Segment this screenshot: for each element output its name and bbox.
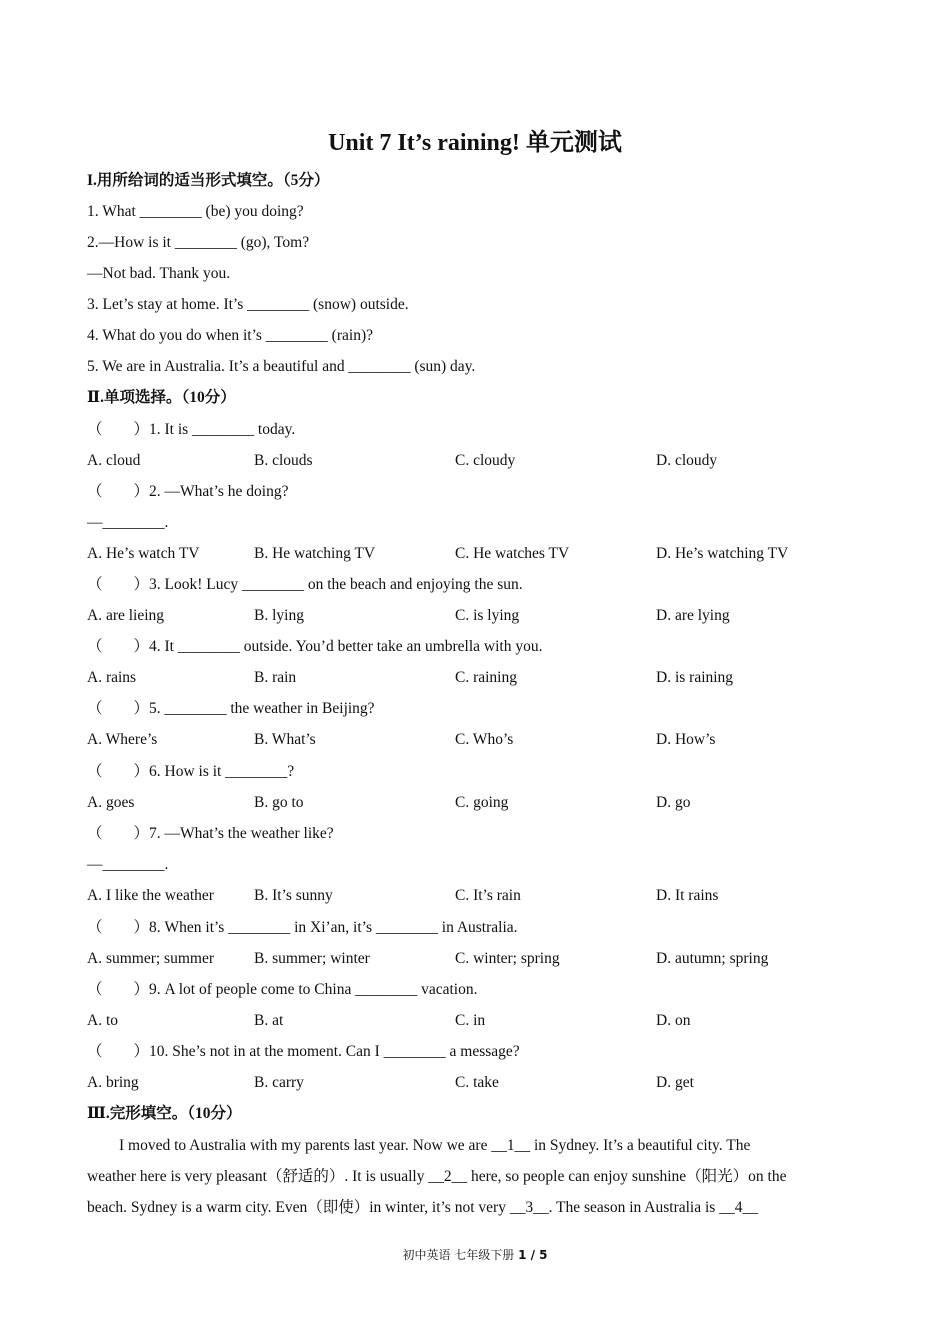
mc-question-10-option-c: C. take [455,1074,499,1091]
page-title: Unit 7 It’s raining! 单元测试 [328,130,622,156]
mc-question-7-option-d: D. It rains [656,887,719,904]
mc-question-7-option-c: C. It’s rain [455,887,521,904]
mc-question-2-option-a: A. He’s watch TV [87,545,200,562]
mc-question-10-option-a: A. bring [87,1074,139,1091]
fill-question-2: 2.—How is it ________ (go), Tom? [87,234,310,251]
mc-question-1-option-b: B. clouds [254,452,313,469]
mc-question-3-option-b: B. lying [254,607,304,624]
mc-question-8-option-a: A. summer; summer [87,950,214,967]
mc-question-6-option-b: B. go to [254,794,304,811]
mc-question-2-stem: （ ）2. —What’s he doing? [87,483,289,500]
fill-question-4: 4. What do you do when it’s ________ (rain)? [87,327,373,344]
cloze-text: I moved to Australia with my parents last year. Now we are [119,1137,492,1154]
mc-question-3-stem: （ ）3. Look! Lucy ________ on the beach and enjoying the sun. [87,576,523,593]
fill-question-1: 1. What ________ (be) you doing? [87,203,304,220]
page-number: 1 / 5 [518,1248,548,1262]
mc-question-8-option-b: B. summer; winter [254,950,370,967]
mc-question-6-option-d: D. go [656,794,691,811]
cloze-line-3 [87,1198,758,1218]
mc-question-8-option-c: C. winter; spring [455,950,560,967]
page-footer [0,1246,950,1263]
mc-question-6-stem: （ ）6. How is it ________? [87,763,295,780]
section-3-heading: Ⅲ.完形填空。（10分） [87,1105,242,1122]
mc-question-4-option-b: B. rain [254,669,297,686]
mc-question-1-option-a: A. cloud [87,452,141,469]
mc-question-10-option-b: B. carry [254,1074,304,1091]
mc-question-5-stem: （ ）5. ________ the weather in Beijing? [87,700,375,717]
mc-question-7-stem: （ ）7. —What’s the weather like? [87,825,334,842]
mc-question-4-option-d: D. is raining [656,669,734,686]
mc-question-7-answer-line: —________. [87,856,169,873]
mc-question-5-option-d: D. How’s [656,731,716,748]
mc-question-5-option-c: C. Who’s [455,731,514,748]
mc-question-7-option-a: A. I like the weather [87,887,214,904]
cloze-text: in Sydney. It’s a beautiful city. The [530,1137,751,1154]
mc-question-2-option-c: C. He watches TV [455,545,570,562]
mc-question-8-stem: （ ）8. When it’s ________ in Xi’an, it’s ________ in Australia. [87,919,518,936]
mc-question-10-option-d: D. get [656,1074,694,1091]
section-2-heading: Ⅱ.单项选择。（10分） [87,389,236,406]
mc-question-4-option-c: C. raining [455,669,517,686]
mc-question-4-stem: （ ）4. It ________ outside. You’d better take an umbrella with you. [87,638,543,655]
mc-question-1-option-d: D. cloudy [656,452,718,469]
mc-question-10-stem: （ ）10. She’s not in at the moment. Can I ________ a message? [87,1043,520,1060]
cloze-text: weather here is very pleasant（舒适的）. It is usually [87,1168,429,1185]
mc-question-9-option-c: C. in [455,1012,486,1029]
mc-question-8-option-d: D. autumn; spring [656,950,769,967]
mc-question-5-option-b: B. What’s [254,731,316,748]
mc-question-3-option-d: D. are lying [656,607,730,624]
cloze-blank-3: __3__ [509,1199,549,1216]
mc-question-9-option-a: A. to [87,1012,118,1029]
section-1-heading: I.用所给词的适当形式填空。（5分） [87,172,330,189]
footer-text: 初中英语 七年级下册 [402,1248,519,1262]
fill-question-2-reply: —Not bad. Thank you. [87,265,231,282]
mc-question-9-option-d: D. on [656,1012,691,1029]
cloze-blank-4: __4__ [719,1199,758,1216]
mc-question-9-option-b: B. at [254,1012,284,1029]
cloze-text: . The season in Australia is [548,1199,720,1216]
cloze-text: beach. Sydney is a warm city. Even（即使）in winter, it’s not very [87,1199,510,1216]
mc-question-3-option-c: C. is lying [455,607,520,624]
mc-question-6-option-a: A. goes [87,794,135,811]
cloze-blank-1: __1__ [491,1137,531,1154]
mc-question-2-option-b: B. He watching TV [254,545,376,562]
fill-question-3: 3. Let’s stay at home. It’s ________ (snow) outside. [87,296,409,313]
mc-question-4-option-a: A. rains [87,669,137,686]
cloze-text: here, so people can enjoy sunshine（阳光）on the [467,1168,787,1185]
mc-question-2-answer-line: —________. [87,514,169,531]
mc-question-3-option-a: A. are lieing [87,607,165,624]
mc-question-7-option-b: B. It’s sunny [254,887,333,904]
cloze-blank-2: __2__ [428,1168,468,1185]
mc-question-1-option-c: C. cloudy [455,452,516,469]
mc-question-2-option-d: D. He’s watching TV [656,545,789,562]
mc-question-9-stem: （ ）9. A lot of people come to China ________ vacation. [87,981,478,998]
mc-question-1-stem: （ ）1. It is ________ today. [87,421,296,438]
cloze-line-1 [119,1136,750,1156]
mc-question-5-option-a: A. Where’s [87,731,158,748]
cloze-line-2 [87,1167,787,1187]
mc-question-6-option-c: C. going [455,794,509,811]
fill-question-5: 5. We are in Australia. It’s a beautiful and ________ (sun) day. [87,358,476,375]
